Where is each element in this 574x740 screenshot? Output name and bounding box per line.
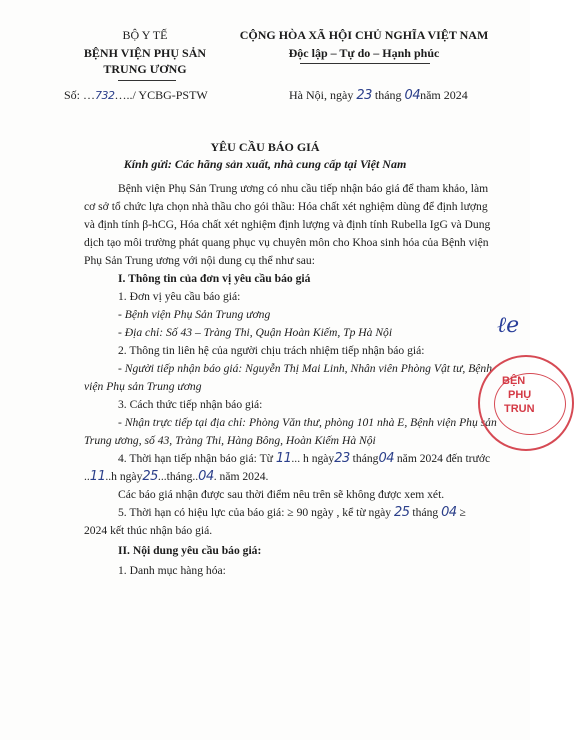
recipient-line: Kính gửi: Các hãng sản xuất, nhà cung cấp tại Việt Nam — [123, 157, 407, 171]
section1-item3: 3. Cách thức tiếp nhận báo giá: — [118, 398, 263, 411]
intro-line-4: dịch tạo môi trường phát quang phục vụ chuyên môn cho Khoa sinh hóa của Bệnh viện — [84, 236, 489, 249]
intro-line-2: cơ sở tổ chức lựa chọn nhà thầu cho gói thầu: Hóa chất xét nghiệm dùng để định lượng — [84, 200, 488, 213]
method-line-2: Trung ương, số 43, Tràng Thi, Hàng Bông, Hoàn Kiếm Hà Nội — [84, 434, 376, 447]
contact-line-2: viện Phụ sản Trung ương — [84, 380, 202, 393]
national-motto: Độc lập – Tự do – Hạnh phúc — [288, 46, 440, 60]
section2-heading: II. Nội dung yêu cầu báo giá: — [118, 544, 262, 557]
validity-line-1: 5. Thời hạn có hiệu lực của báo giá: ≥ 90 ngày , kể từ ngày 25 tháng 04 ≥ — [118, 505, 466, 520]
date-month-handwritten: 04 — [404, 88, 421, 103]
stamp-text-1: BỆN — [502, 375, 526, 387]
initials-signature: ℓe — [497, 313, 520, 338]
intro-line-3: và định tính β-hCG, Hóa chất xét nghiệm định lượng và định tính Rubella IgG và Dung — [84, 218, 491, 231]
issue-date: Hà Nội, ngày 23 tháng 04năm 2024 — [289, 88, 468, 103]
document-number: Số: …732…../ YCBG-PSTW — [64, 88, 208, 102]
section1-item2: 2. Thông tin liên hệ của người chịu trách nhiệm tiếp nhận báo giá: — [118, 344, 425, 357]
receipt-period-line-2: ..11..h ngày25...tháng..04. năm 2024. — [84, 469, 269, 484]
date-day-handwritten: 23 — [356, 88, 372, 103]
contact-line-1: - Người tiếp nhận báo giá: Nguyễn Thị Mai Linh, Nhân viên Phòng Vật tư, Bệnh — [118, 362, 493, 375]
official-stamp — [478, 355, 574, 451]
unit-address: - Địa chỉ: Số 43 – Tràng Thi, Quận Hoàn Kiếm, Tp Hà Nội — [118, 326, 393, 339]
left-header-rule — [118, 80, 176, 81]
section1-heading: I. Thông tin của đơn vị yêu cầu báo giá — [118, 272, 311, 285]
hospital-name-line1: BỆNH VIỆN PHỤ SẢN — [83, 46, 207, 60]
intro-line-5: Phụ Sản Trung ương với nội dung cụ thể như sau: — [84, 254, 315, 267]
late-quote-note: Các báo giá nhận được sau thời điểm nêu trên sẽ không được xem xét. — [118, 488, 445, 501]
section1-item1: 1. Đơn vị yêu cầu báo giá: — [118, 290, 241, 303]
doc-number-handwritten: 732 — [95, 89, 115, 102]
stamp-text-2: PHỤ — [508, 389, 532, 401]
section2-item1: 1. Danh mục hàng hóa: — [118, 564, 226, 577]
ministry-name: BỘ Y TẾ — [122, 28, 168, 42]
intro-line-1: Bệnh viện Phụ Sản Trung ương có nhu cầu tiếp nhận báo giá để tham khảo, làm — [118, 182, 489, 195]
motto-rule — [300, 63, 430, 64]
unit-name: - Bệnh viện Phụ Sản Trung ương — [118, 308, 271, 321]
country-name: CỘNG HÒA XÃ HỘI CHỦ NGHĨA VIỆT NAM — [239, 28, 489, 42]
hospital-name-line2: TRUNG ƯƠNG — [103, 62, 187, 76]
stamp-text-3: TRUN — [504, 403, 535, 415]
receipt-period-line-1: 4. Thời hạn tiếp nhận báo giá: Từ 11... h ngày23 tháng04 năm 2024 đến trước — [118, 451, 491, 466]
document-title: YÊU CẦU BÁO GIÁ — [210, 140, 320, 154]
validity-line-2: 2024 kết thúc nhận báo giá. — [84, 524, 213, 537]
method-line-1: - Nhận trực tiếp tại địa chỉ: Phòng Văn thư, phòng 101 nhà E, Bệnh viện Phụ sản — [118, 416, 497, 429]
